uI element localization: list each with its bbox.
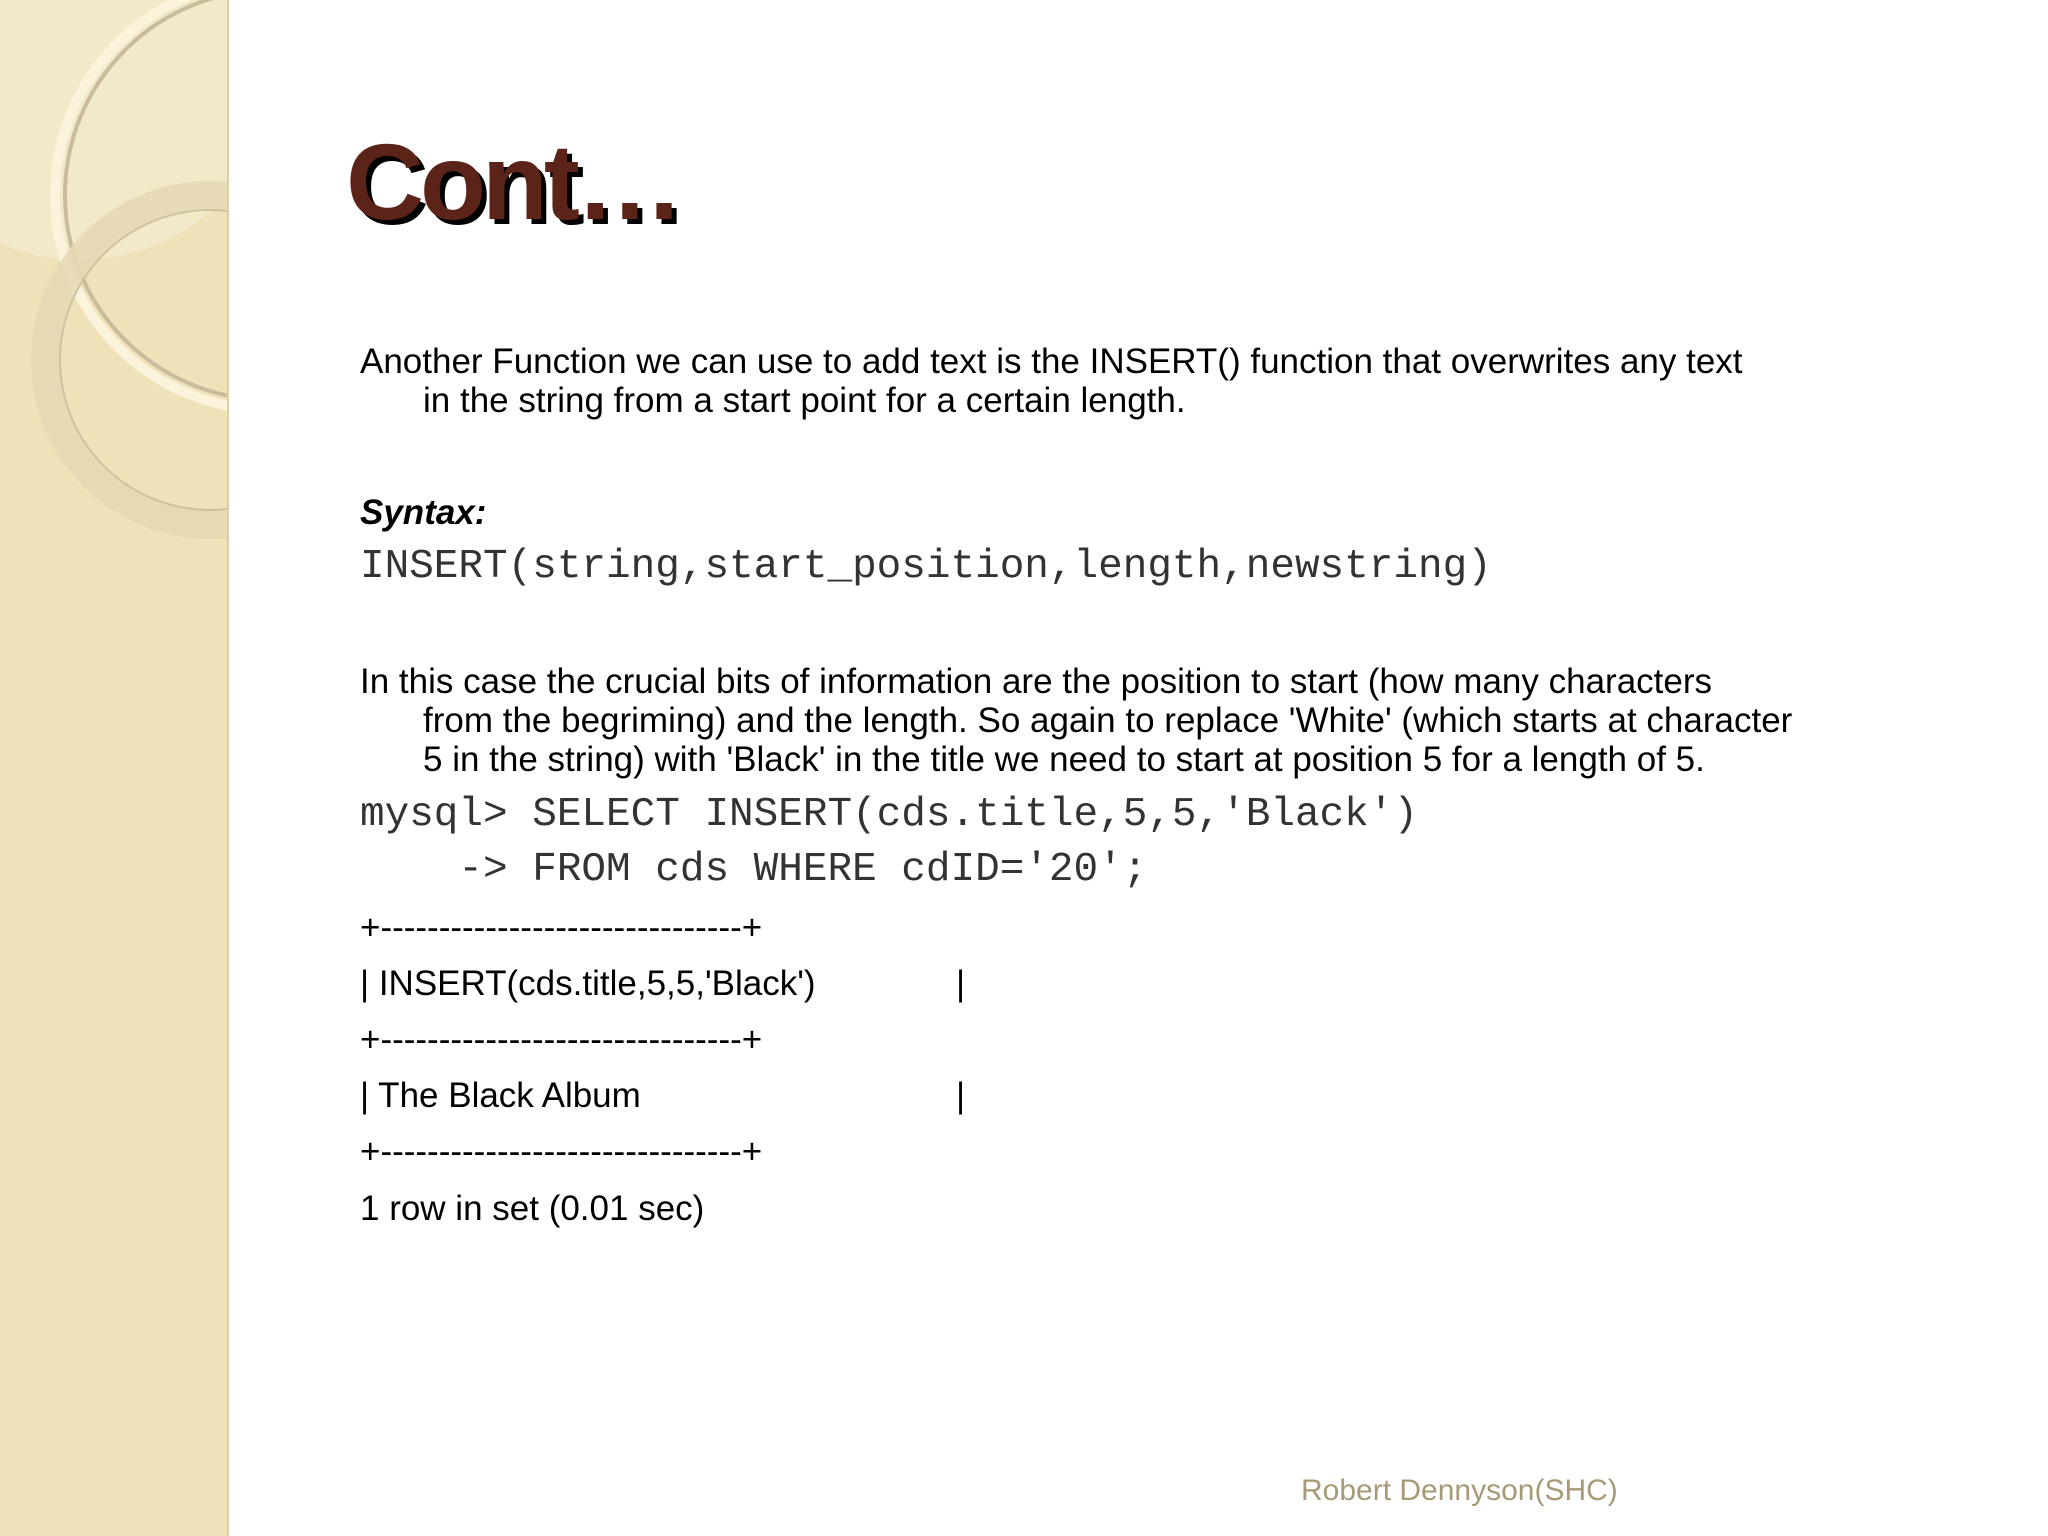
intro-text-line: in the string from a start point for a certain length. (423, 381, 1186, 420)
query-line: -> FROM cds WHERE cdID='20'; (360, 847, 1148, 893)
table-row: | The Black Album (360, 1076, 641, 1115)
footer-author: Robert Dennyson(SHC) (1301, 1474, 1618, 1507)
slide-title: Cont… (346, 121, 680, 242)
query-line: mysql> SELECT INSERT(cds.title,5,5,'Black') (360, 792, 1418, 838)
intro-text-line: Another Function we can use to add text is the INSERT() function that overwrites any text (360, 342, 1743, 381)
explanation-line: 5 in the string) with 'Black' in the title we need to start at position 5 for a length of 5. (423, 740, 1705, 779)
table-header: | INSERT(cds.title,5,5,'Black') (360, 964, 816, 1003)
table-border: +-------------------------------+ (360, 1132, 763, 1171)
result-summary: 1 row in set (0.01 sec) (360, 1189, 705, 1228)
table-border: +-------------------------------+ (360, 1020, 763, 1059)
table-pipe: | (956, 964, 966, 1003)
decorative-sidebar (0, 0, 229, 1536)
explanation-line: In this case the crucial bits of information are the position to start (how many characters (360, 662, 1713, 701)
explanation-line: from the begriming) and the length. So again to replace 'White' (which starts at character (423, 701, 1793, 740)
syntax-code: INSERT(string,start_position,length,newstring) (360, 544, 1492, 590)
table-border: +-------------------------------+ (360, 908, 763, 947)
decorative-circles-icon (0, 0, 227, 1536)
table-pipe: | (956, 1076, 966, 1115)
syntax-label: Syntax: (360, 493, 487, 532)
